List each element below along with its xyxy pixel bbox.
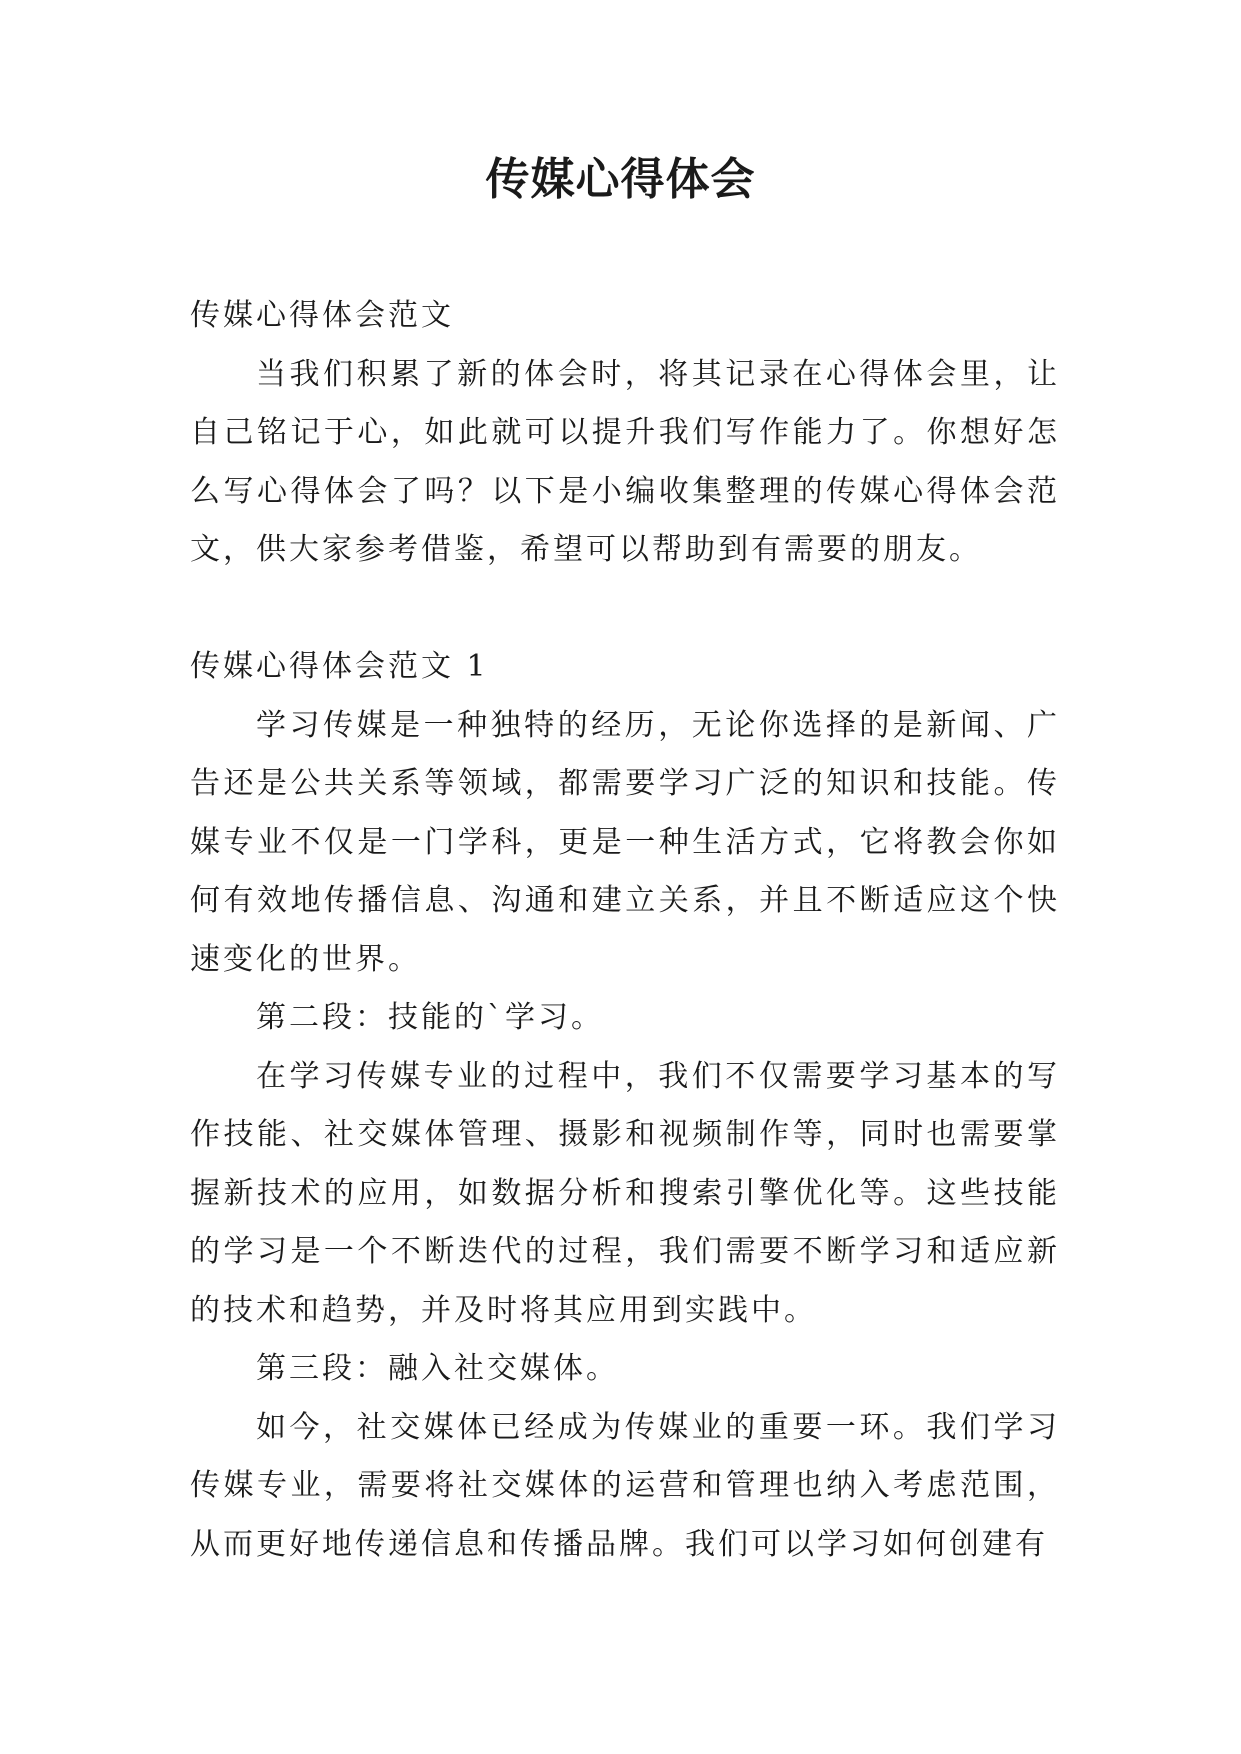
body-paragraph: 如今，社交媒体已经成为传媒业的重要一环。我们学习传媒专业，需要将社交媒体的运营和管理也纳入考虑范围，从而更好地传递信息和传播品牌。我们可以学习如何创建有 [190, 1409, 1060, 1562]
intro-heading: 传媒心得体会范文 [190, 298, 454, 333]
body-paragraph: 学习传媒是一种独特的经历，无论你选择的是新闻、广告还是公共关系等领域，都需要学习广泛的知识和技能。传媒专业不仅是一门学科，更是一种生活方式，它将教会你如何有效地传播信息、沟通和建立关系，并且不断适应这个快速变化的世界。 [190, 707, 1060, 977]
subsection-heading: 第三段：融入社交媒体。 [256, 1351, 619, 1386]
document-body [190, 287, 1060, 1574]
document-title: 传媒心得体会 [485, 154, 756, 205]
section-heading: 传媒心得体会范文 1 [190, 649, 489, 684]
body-paragraph: 在学习传媒专业的过程中，我们不仅需要学习基本的写作技能、社交媒体管理、摄影和视频制作等，同时也需要掌握新技术的应用，如数据分析和搜索引擎优化等。这些技能的学习是一个不断迭代的过程，我们需要不断学习和适应新的技术和趋势，并及时将其应用到实践中。 [190, 1058, 1060, 1328]
intro-paragraph: 当我们积累了新的体会时，将其记录在心得体会里，让自己铭记于心，如此就可以提升我们写作能力了。你想好怎么写心得体会了吗？以下是小编收集整理的传媒心得体会范文，供大家参考借鉴，希望可以帮助到有需要的朋友。 [190, 356, 1060, 567]
subsection-heading: 第二段：技能的`学习。 [256, 1000, 604, 1035]
section-spacer [190, 580, 1060, 639]
